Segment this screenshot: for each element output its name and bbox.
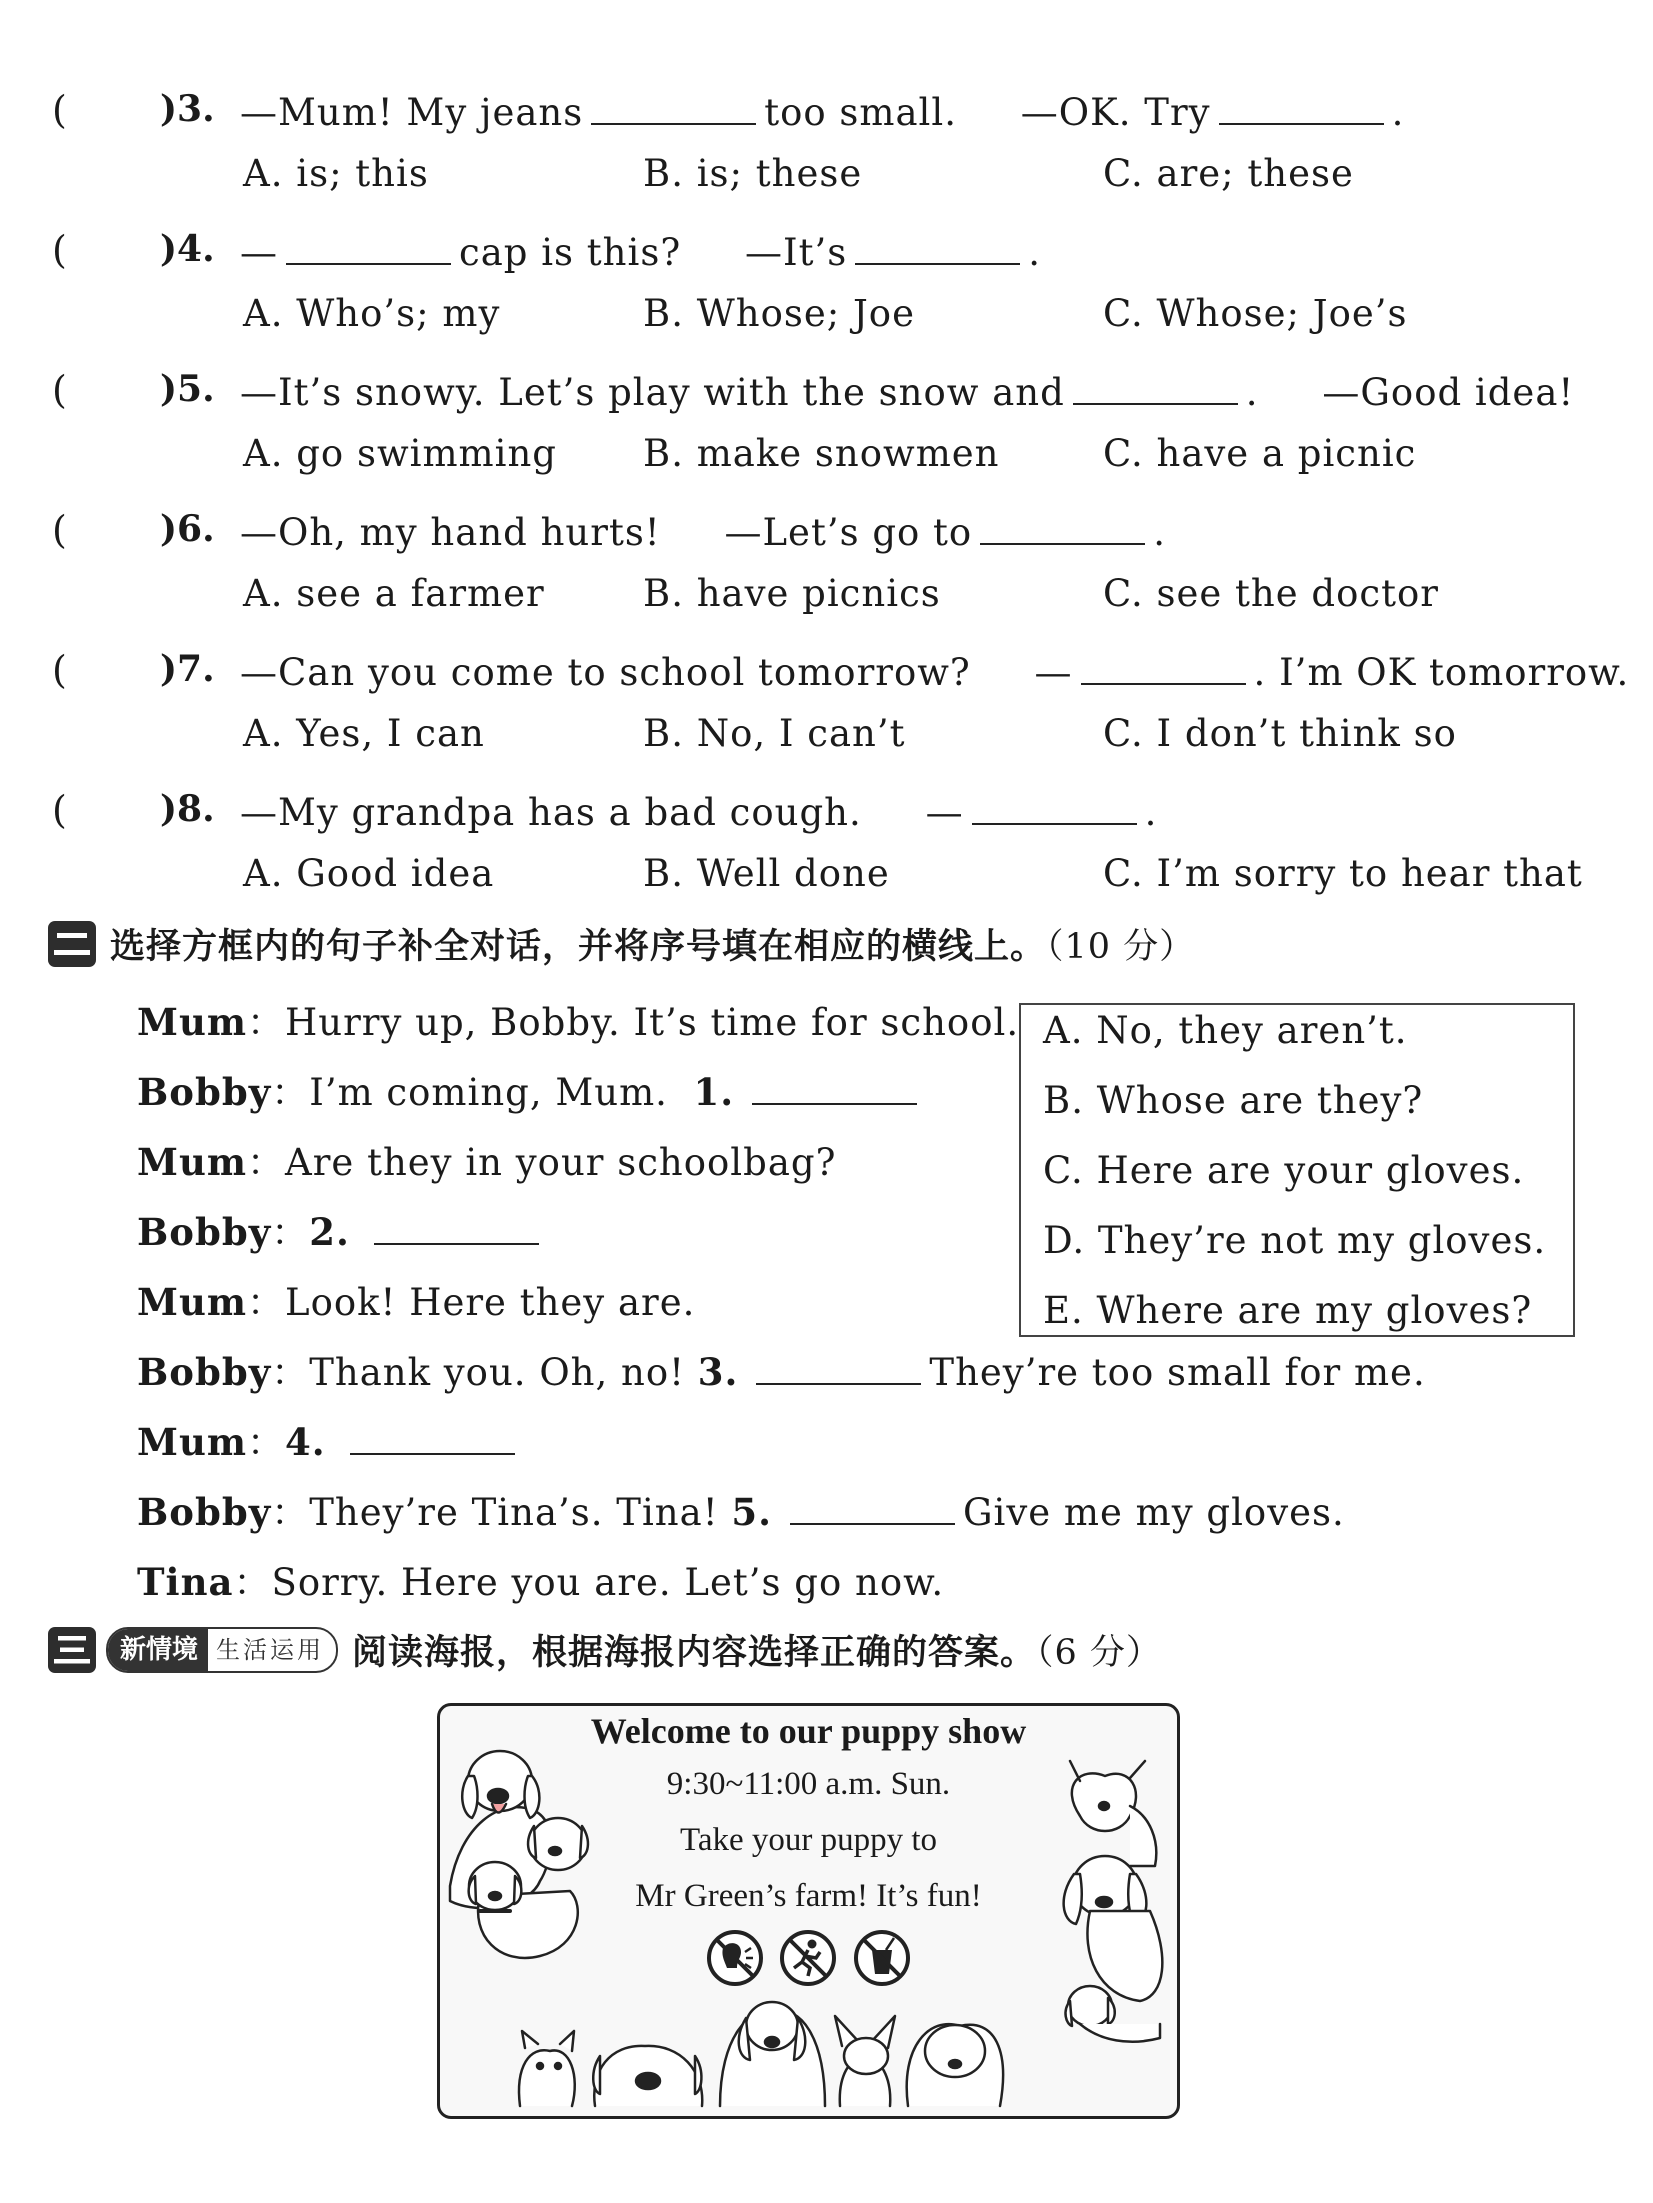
answer-blank[interactable] [591,84,756,125]
option-b: B. have picnics [643,572,941,615]
answer-blank-3[interactable] [756,1344,921,1385]
poster-line-2: Mr Green’s farm! It’s fun! [635,1878,982,1914]
dialogue-line: Mum：Look! Here they are. [137,1280,696,1324]
box-option-d: D. They’re not my gloves. [1043,1219,1547,1262]
answer-paren-left: ( [52,648,67,692]
answer-blank-4[interactable] [350,1414,515,1455]
option-b: B. No, I can’t [643,712,906,755]
dialogue-line: Bobby：Thank you. Oh, no! 3. They’re too small for me. [137,1342,1426,1396]
option-a: A. is; this [243,152,429,195]
option-b: B. Well done [643,852,890,895]
option-c: C. Whose; Joe’s [1103,292,1408,335]
option-c: C. see the doctor [1103,572,1439,615]
box-option-a: A. No, they aren’t. [1043,1009,1408,1052]
answer-paren-left: ( [52,788,67,832]
poster-line-1: Take your puppy to [679,1822,938,1858]
question-stem: —My grandpa has a bad cough. — . [240,784,1157,834]
question-5 [0,360,1653,500]
question-7 [0,640,1653,780]
box-option-b: B. Whose are they? [1043,1079,1424,1122]
section-3-number-icon [48,1627,96,1673]
question-3 [0,80,1653,220]
answer-blank-2[interactable] [374,1204,539,1245]
answer-blank[interactable] [855,224,1020,265]
box-option-e: E. Where are my gloves? [1043,1289,1533,1332]
option-a: A. Good idea [243,852,495,895]
answer-blank[interactable] [972,784,1137,825]
dialogue-line: Bobby：I’m coming, Mum. 1. [137,1062,925,1116]
question-stem: —Can you come to school tomorrow? — . I’m OK tomorrow. [240,644,1629,694]
dialogue-line: Mum：4. [137,1412,523,1466]
section-3-title: 阅读海报，根据海报内容选择正确的答案。（6 分） [352,1633,1162,1673]
answer-blank-1[interactable] [752,1064,917,1105]
answer-blank-5[interactable] [790,1484,955,1525]
option-a: A. Who’s; my [243,292,501,335]
option-c: C. are; these [1103,152,1354,195]
puppy-show-poster [437,1703,1180,2119]
situation-tag: 新情境 生活运用 [106,1627,338,1673]
option-a: A. Yes, I can [243,712,485,755]
answer-blank[interactable] [286,224,451,265]
no-noise-icon [705,1928,765,1988]
dialogue-line: Tina：Sorry. Here you are. Let’s go now. [137,1560,945,1604]
question-number: )6. [160,508,215,550]
option-b: B. make snowmen [643,432,1000,475]
poster-time: 9:30~11:00 a.m. Sun. [666,1766,951,1802]
question-number: )3. [160,88,215,130]
option-c: C. I don’t think so [1103,712,1457,755]
answer-blank[interactable] [980,504,1145,545]
question-stem: — cap is this? —It’s . [240,224,1041,274]
answer-paren-left: ( [52,228,67,272]
answer-blank[interactable] [1073,364,1238,405]
box-option-c: C. Here are your gloves. [1043,1149,1525,1192]
question-stem: —It’s snowy. Let’s play with the snow and . —Good idea! [240,364,1574,414]
option-a: A. go swimming [243,432,557,475]
question-number: )8. [160,788,215,830]
option-c: C. I’m sorry to hear that [1103,852,1583,895]
option-a: A. see a farmer [243,572,545,615]
dialogue-line: Bobby：They’re Tina’s. Tina! 5. Give me my gloves. [137,1482,1345,1536]
option-b: B. is; these [643,152,863,195]
answer-paren-left: ( [52,508,67,552]
question-number: )4. [160,228,215,270]
no-drinks-icon [852,1928,912,1988]
no-running-icon [778,1928,838,1988]
question-number: )5. [160,368,215,410]
question-number: )7. [160,648,215,690]
sentence-option-box [1019,1003,1575,1337]
question-stem: —Mum! My jeans too small. —OK. Try . [240,84,1404,134]
answer-blank[interactable] [1081,644,1246,685]
section-3-header [48,1625,1162,1681]
option-b: B. Whose; Joe [643,292,915,335]
answer-paren-left: ( [52,88,67,132]
section-2-header [48,919,1195,975]
question-6 [0,500,1653,640]
dialogue-line: Mum：Are they in your schoolbag? [137,1140,837,1184]
answer-paren-left: ( [52,368,67,412]
question-8 [0,780,1653,920]
option-c: C. have a picnic [1103,432,1417,475]
question-stem: —Oh, my hand hurts! —Let’s go to . [240,504,1166,554]
dialogue-line: Bobby：2. [137,1202,547,1256]
answer-blank[interactable] [1219,84,1384,125]
section-2-number-icon [48,921,96,967]
question-4 [0,220,1653,360]
dialogue-line: Mum：Hurry up, Bobby. It’s time for school. [137,1000,1020,1044]
section-2-title: 选择方框内的句子补全对话，并将序号填在相应的横线上。（10 分） [110,927,1196,967]
poster-title: Welcome to our puppy show [590,1711,1027,1751]
